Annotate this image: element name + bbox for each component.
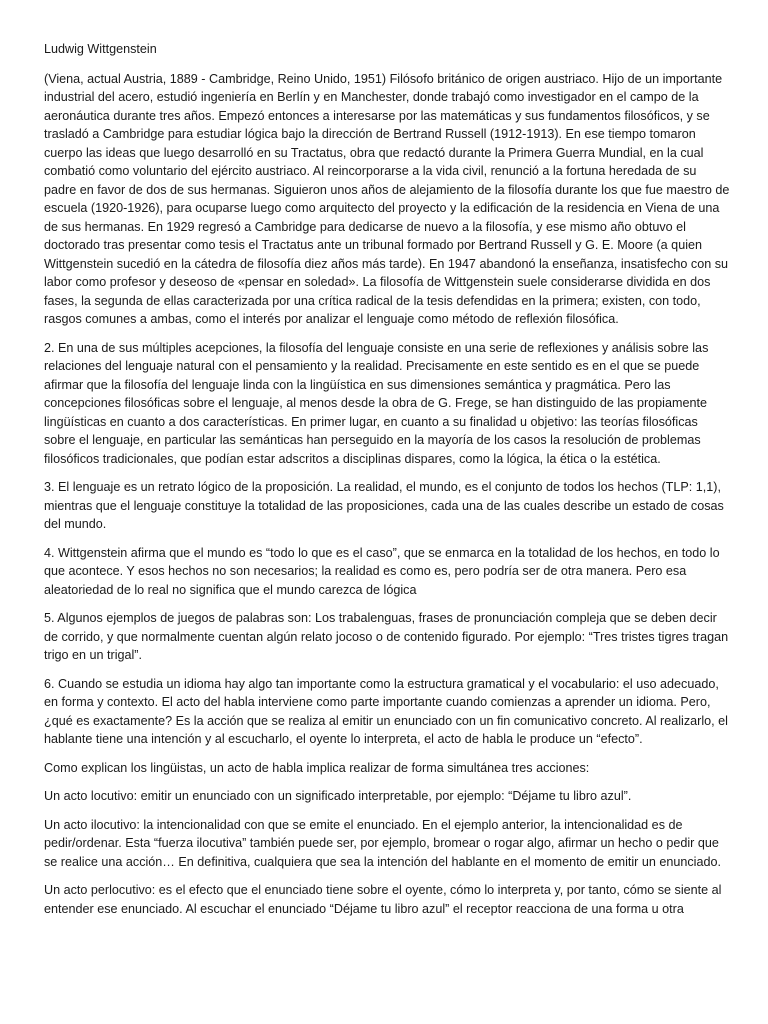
document-title: Ludwig Wittgenstein — [44, 42, 157, 56]
paragraph-three-actions: Como explican los lingüistas, un acto de habla implica realizar de forma simultánea tres acciones: — [44, 760, 590, 775]
paragraph-4-world-facts: 4. Wittgenstein afirma que el mundo es “todo lo que es el caso”, que se enmarca en la totalidad de los hechos, en todo lo que acontece. Y esos hechos no son necesarios; la realidad es como es, pero podría ser de otra manera. Pero esa aleatoriedad de lo real no significa que el mundo carezca de lógica — [44, 545, 720, 597]
paragraph-biography: (Viena, actual Austria, 1889 - Cambridge, Reino Unido, 1951) Filósofo británico de origen austriaco. Hijo de un importante industrial del acero, estudió ingeniería en Berlín y en Manchester, donde trabajó como investigador en el campo de la aeronáutica durante tres años. Empezó entonces a interesarse por las matemáticas y sus fundamentos filosóficos, y se trasladó a Cambridge para estudiar lógica bajo la dirección de Bertrand Russell (1912-1913). En ese tiempo tomaron cuerpo las ideas que luego desarrolló en su Tractatus, obra que redactó durante la Primera Guerra Mundial, en la cual combatió como voluntario del ejército austriaco. Al reincorporarse a la vida civil, renunció a la fortuna heredada de su padre en favor de dos de sus hermanas. Siguieron unos años de alejamiento de la filosofía durante los que fue maestro de escuela (1920-1926), para ocuparse luego como arquitecto del proyecto y la edificación de la residencia en Viena de una de sus hermanas. En 1929 regresó a Cambridge para dedicarse de nuevo a la filosofía, y ese mismo año obtuvo el doctorado tras presentar como tesis el Tractatus ante un tribunal formado por Bertrand Russell y G. E. Moore (a quien Wittgenstein sucedió en la cátedra de filosofía diez años más tarde). En 1947 abandonó la enseñanza, insatisfecho con su labor como profesor y deseoso de «pensar en soledad». La filosofía de Wittgenstein suele considerarse dividida en dos fases, la segunda de ellas caracterizada por una crítica radical de la tesis defendidas en la primera; existen, con todo, rasgos comunes a ambas, como el interés por analizar el lenguaje como método de reflexión filosófica. — [44, 71, 730, 326]
paragraph-6-speech-act: 6. Cuando se estudia un idioma hay algo tan importante como la estructura gramatical y el vocabulario: el uso adecuado, en forma y contexto. El acto del habla interviene como parte importante cuando comienzas a aprender un idioma. Pero, ¿qué es exactamente? Es la acción que se realiza al emitir un enunciado con un fin comunicativo concreto. Al realizarlo, el hablante tiene una intención y al escucharlo, el oyente lo interpreta, el acto de habla le produce un “efecto”. — [44, 676, 728, 746]
paragraph-3-logical-picture: 3. El lenguaje es un retrato lógico de la proposición. La realidad, el mundo, es el conjunto de todos los hechos (TLP: 1,1), mientras que el lenguaje constituye la totalidad de las proposiciones, cada una de las cuales describe un estado de cosas del mundo. — [44, 480, 724, 531]
paragraph-perlocutionary-act: Un acto perlocutivo: es el efecto que el enunciado tiene sobre el oyente, cómo lo interpreta y, por tanto, cómo se siente al entender ese enunciado. Al escuchar el enunciado “Déjame tu libro azul” el receptor reacciona de una forma u otra — [44, 883, 722, 916]
paragraph-illocutionary-act: Un acto ilocutivo: la intencionalidad con que se emite el enunciado. En el ejemplo anterior, la intencionalidad es de pedir/ordenar. Esta “fuerza ilocutiva” también puede ser, por ejemplo, bromear o rogar algo, afirmar un hecho o pedir que se realice una acción… En definitiva, cualquiera que sea la intención del hablante en el momento de emitir un enunciado. — [44, 817, 721, 869]
paragraph-2-philosophy-of-language: 2. En una de sus múltiples acepciones, la filosofía del lenguaje consiste en una serie de reflexiones y análisis sobre las relaciones del lenguaje natural con el pensamiento y la realidad. Precisamente en este sentido es en el que se puede afirmar que la filosofía del lenguaje linda con la lingüística en sus dimensiones semántica y pragmática. Pero las concepciones filosóficas sobre el lenguaje, al menos desde la obra de G. Frege, se han distinguido de las propiamente lingüísticas en cuanto a dos características. En primer lugar, en cuanto a su finalidad u objetivo: las teorías filosóficas sobre el lenguaje, en particular las semánticas han perseguido en la mayoría de los casos la resolución de problemas filosóficos tradicionales, que podían estar adscritos a disciplinas dispares, como la lógica, la ética o la estética. — [44, 340, 709, 466]
paragraph-locutionary-act: Un acto locutivo: emitir un enunciado con un significado interpretable, por ejemplo: “Déjame tu libro azul”. — [44, 789, 632, 803]
paragraph-5-word-games: 5. Algunos ejemplos de juegos de palabras son: Los trabalenguas, frases de pronunciación compleja que se deben decir de corrido, y que normalmente cuentan algún relato jocoso o de contenido figurado. Por ejemplo: “Tres tristes tigres tragan trigo en un trigal”. — [44, 611, 729, 662]
